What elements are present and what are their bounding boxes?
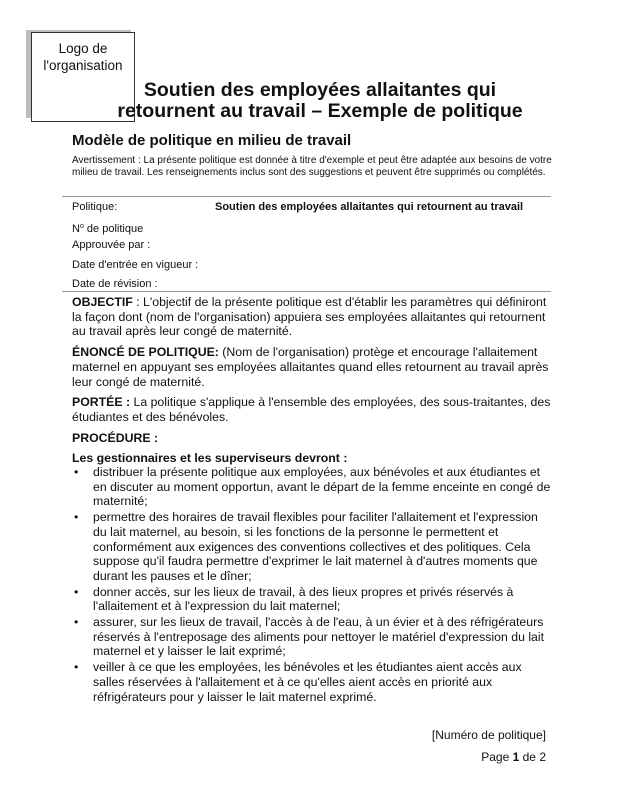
page-total: 2	[539, 750, 546, 764]
page-current: 1	[512, 750, 520, 764]
page-prefix: Page	[481, 750, 513, 764]
section-heading: PROCÉDURE :	[72, 430, 159, 445]
section-objectif	[72, 295, 552, 339]
meta-label: Date de révision :	[72, 277, 158, 290]
footer-page-number	[481, 750, 546, 764]
bullet-icon: •	[74, 615, 79, 630]
list-item-text: veiller à ce que les employées, les bénévoles et les étudiantes aient accès aux salles réservées à l'allaitement et à ce qu'elles aient accès en priorité aux réfrigérateurs pour y laisser le lait maternel exprimé.	[93, 660, 522, 704]
policy-body	[72, 295, 552, 472]
list-item	[72, 510, 552, 584]
bullet-icon: •	[74, 584, 79, 599]
meta-label-prefix: N	[72, 223, 80, 236]
meta-label: Politique:	[72, 201, 118, 213]
meta-label: Approuvée par :	[72, 239, 151, 252]
list-item-text: donner accès, sur les lieux de travail, à des lieux propres et privés réservés à l'allaitement et à l'expression du lait maternel;	[93, 584, 514, 614]
logo-line-2: l'organisation	[43, 58, 123, 73]
section-procedure	[72, 431, 552, 446]
bullet-icon: •	[74, 660, 79, 675]
section-heading: OBJECTIF	[72, 295, 133, 309]
section-heading: Les gestionnaires et les superviseurs devront :	[72, 451, 348, 466]
procedure-bullet-list	[72, 465, 552, 705]
meta-row-approved-by	[72, 236, 552, 255]
meta-label: Date d'entrée en vigueur :	[72, 258, 199, 271]
bullet-icon: •	[74, 510, 79, 525]
divider-bottom	[62, 291, 551, 292]
list-item	[72, 465, 552, 509]
meta-row-effective-date	[72, 256, 552, 275]
bullet-icon: •	[74, 465, 79, 479]
list-item	[72, 660, 552, 704]
meta-row-policy-number	[72, 217, 552, 236]
divider-top	[62, 196, 551, 197]
list-item	[72, 585, 552, 614]
document-title	[110, 80, 530, 122]
document-subtitle: Modèle de politique en milieu de travail	[72, 132, 352, 149]
meta-value: Soutien des employées allaitantes qui retournent au travail	[215, 201, 524, 213]
section-text: : L'objectif de la présente politique est d'établir les paramètres qui définiront la façon dont (nom de l'organisation) appuiera ses employées allaitantes qui retournent au travail après leur congé de maternité.	[72, 295, 547, 339]
section-text: (Nom de l'organisation) protège et encourage l'allaitement maternel en appuyant ses employées allaitantes quand elles retournent au travail après leur congé de maternité.	[72, 345, 549, 389]
meta-label	[72, 217, 215, 236]
meta-label-text: de politique	[83, 223, 144, 236]
list-item-text: permettre des horaires de travail flexibles pour faciliter l'allaitement et l'expression du lait maternel, au besoin, si les fonctions de la personne le permettent et conformément aux exigences des conventions collectives et des politiques. Cela suppose qu'il faudra permettre d'exprimer le lait maternel à d'autres moments que durant les pauses et le dîner;	[93, 510, 538, 583]
list-item-text: assurer, sur les lieux de travail, l'accès à de l'eau, à un évier et à des réfrigérateurs réservés à l'entreposage des aliments pour nettoyer le matériel d'expression du lait maternel et y laisser le lait exprimé;	[93, 615, 545, 659]
section-enonce	[72, 345, 552, 389]
list-item-text: distribuer la présente politique aux employées, aux bénévoles et aux étudiantes et en discuter au moment opportun, avant le départ de la femme enceinte en congé de maternité;	[93, 465, 551, 509]
list-item	[72, 615, 552, 659]
title-line-1: Soutien des employées allaitantes qui	[143, 79, 497, 101]
policy-meta-table	[72, 198, 552, 294]
meta-label-sup: o	[79, 223, 84, 231]
section-portee	[72, 395, 552, 424]
section-heading: PORTÉE :	[72, 395, 131, 410]
title-line-2: retournent au travail – Exemple de politique	[117, 100, 523, 122]
logo-line-1: Logo de	[58, 41, 108, 56]
section-heading: ÉNONCÉ DE POLITIQUE:	[72, 345, 219, 360]
page-sep: de	[519, 750, 540, 764]
footer-policy-number: [Numéro de politique]	[431, 728, 546, 742]
meta-row-policy	[72, 198, 552, 217]
section-text: La politique s'applique à l'ensemble des employées, des sous-traitantes, des étudiantes et des bénévoles.	[72, 395, 551, 424]
section-gestionnaires	[72, 451, 552, 466]
disclaimer-text: Avertissement : La présente politique est donnée à titre d'exemple et peut être adaptée aux besoins de votre milieu de travail. Les renseignements inclus sont des suggestions et peuvent être supprimés ou complétés.	[72, 155, 552, 179]
